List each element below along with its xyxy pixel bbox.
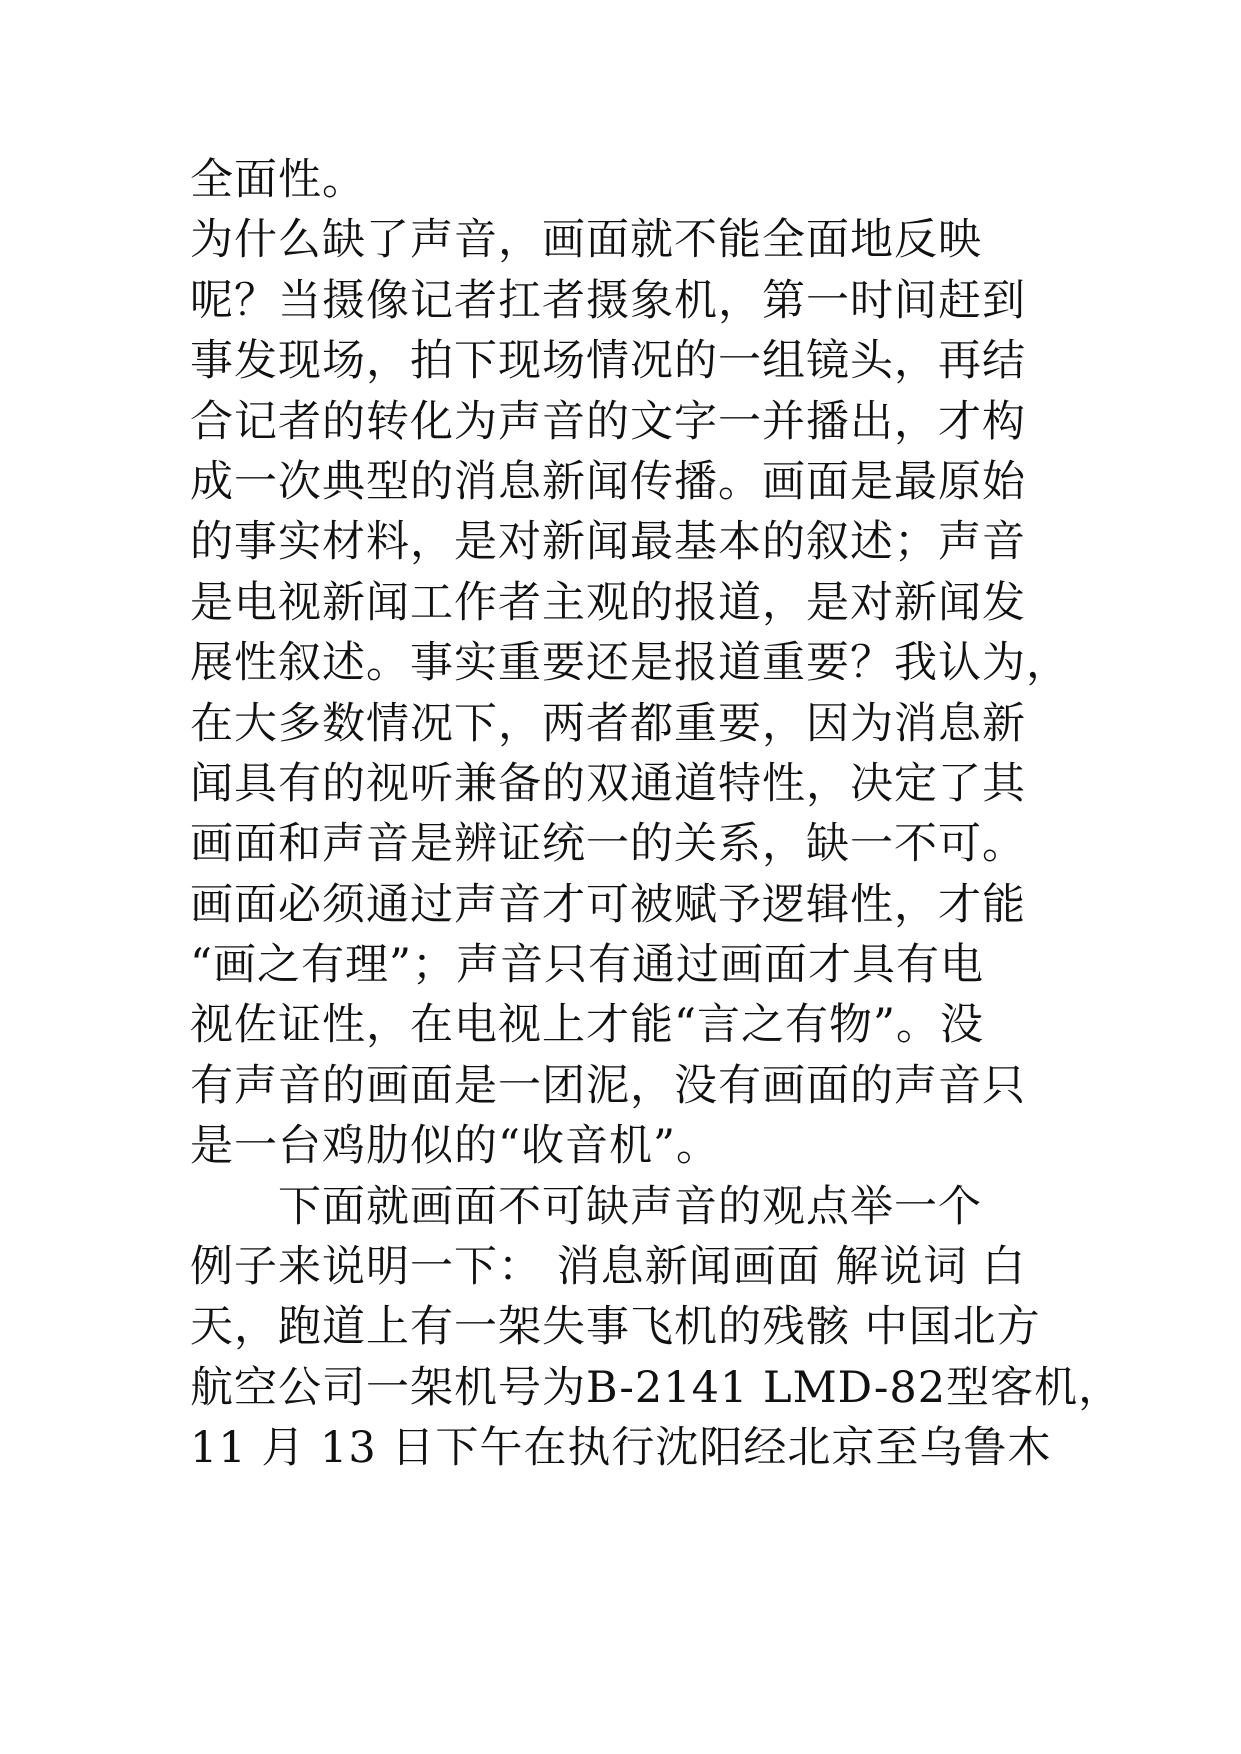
text-line: 下面就画面不可缺声音的观点举一个 — [278, 1181, 982, 1232]
text-line: 航空公司一架机号为B-2141 LMD-82型客机， — [190, 1362, 1123, 1413]
text-line: 闻具有的视听兼备的双通道特性，决定了其 — [190, 758, 1026, 809]
text-line: 例子来说明一下： 消息新闻画面 解说词 白 — [190, 1242, 1027, 1293]
text-line: 在大多数情况下，两者都重要，因为消息新 — [190, 698, 1026, 749]
text-line: 是一台鸡肋似的“收音机”。 — [190, 1121, 720, 1172]
text-line: 呢？当摄像记者扛者摄象机，第一时间赶到 — [190, 275, 1026, 326]
text-line: “画之有理”；声音只有通过画面才具有电 — [190, 940, 984, 991]
text-line: 视佐证性，在电视上才能“言之有物”。没 — [190, 1000, 984, 1051]
text-line: 11 月 13 日下午在执行沈阳经北京至乌鲁木 — [190, 1423, 1052, 1474]
text-line: 的事实材料，是对新闻最基本的叙述；声音 — [190, 517, 1026, 568]
text-line: 画面和声音是辨证统一的关系，缺一不可。 — [190, 819, 1026, 870]
text-line: 展性叙述。事实重要还是报道重要？我认为， — [190, 638, 1070, 689]
text-line: 成一次典型的消息新闻传播。画面是最原始 — [190, 456, 1026, 507]
text-line: 天，跑道上有一架失事飞机的残骸 中国北方 — [190, 1302, 1041, 1353]
body-text — [190, 150, 1123, 1479]
text-line: 画面必须通过声音才可被赋予逻辑性，才能 — [190, 879, 1026, 930]
text-line: 是电视新闻工作者主观的报道，是对新闻发 — [190, 577, 1026, 628]
text-line: 事发现场，拍下现场情况的一组镜头，再结 — [190, 336, 1026, 387]
text-line: 合记者的转化为声音的文字一并播出，才构 — [190, 396, 1026, 447]
text-line: 为什么缺了声音，画面就不能全面地反映 — [190, 215, 982, 266]
text-line: 全面性。 — [190, 155, 366, 205]
text-line: 有声音的画面是一团泥，没有画面的声音只 — [190, 1060, 1026, 1111]
